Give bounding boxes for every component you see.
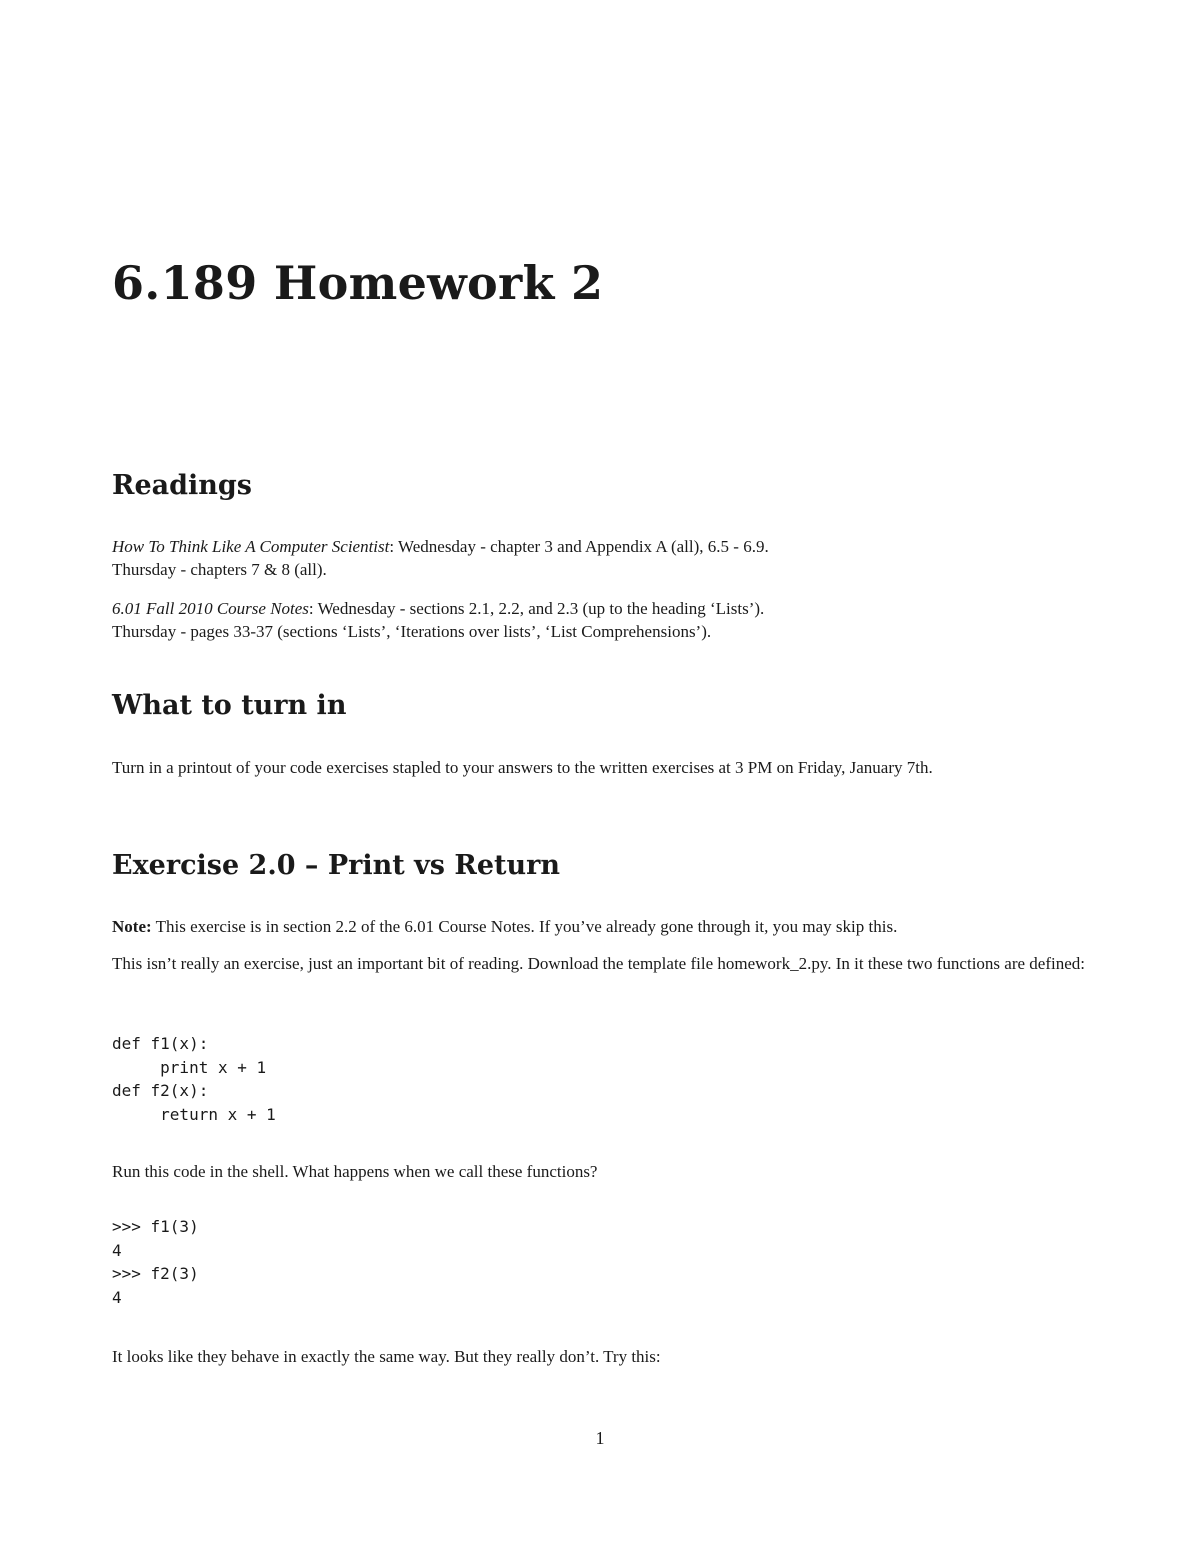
page-number: 1 <box>595 1428 605 1448</box>
exercise-note <box>112 915 1092 938</box>
exercise-intro: This isn’t really an exercise, just an important bit of reading. Download the template file homework_2.py. In it these two functions are defined: <box>112 954 1085 973</box>
turn-in-heading: What to turn in <box>112 690 347 721</box>
reading-book1 <box>112 535 1092 581</box>
code-block-shell: >>> f1(3) 4 >>> f2(3) 4 <box>112 1217 199 1307</box>
book2-title: 6.01 Fall 2010 Course Notes <box>112 599 309 618</box>
note-label: Note: <box>112 917 152 936</box>
run-instruction: Run this code in the shell. What happens when we call these functions? <box>112 1162 598 1181</box>
turn-in-text: Turn in a printout of your code exercises stapled to your answers to the written exercises at 3 PM on Friday, January 7th. <box>112 758 933 777</box>
document-title: 6.189 Homework 2 <box>112 256 604 310</box>
code-block-functions: def f1(x): print x + 1 def f2(x): return x + 1 <box>112 1034 276 1124</box>
book1-line1: : Wednesday - chapter 3 and Appendix A (all), 6.5 - 6.9. <box>389 537 769 556</box>
closing-text: It looks like they behave in exactly the same way. But they really don’t. Try this: <box>112 1347 661 1366</box>
exercise-heading: Exercise 2.0 – Print vs Return <box>112 850 560 881</box>
reading-book2 <box>112 597 1092 643</box>
book1-line2: Thursday - chapters 7 & 8 (all). <box>112 560 327 579</box>
book2-line2: Thursday - pages 33-37 (sections ‘Lists’, ‘Iterations over lists’, ‘List Comprehensions’). <box>112 622 712 641</box>
readings-heading: Readings <box>112 470 252 501</box>
book2-line1: : Wednesday - sections 2.1, 2.2, and 2.3 (up to the heading ‘Lists’). <box>308 599 765 618</box>
book1-title: How To Think Like A Computer Scientist <box>112 537 390 556</box>
note-text: This exercise is in section 2.2 of the 6.01 Course Notes. If you’ve already gone through it, you may skip this. <box>151 917 898 936</box>
